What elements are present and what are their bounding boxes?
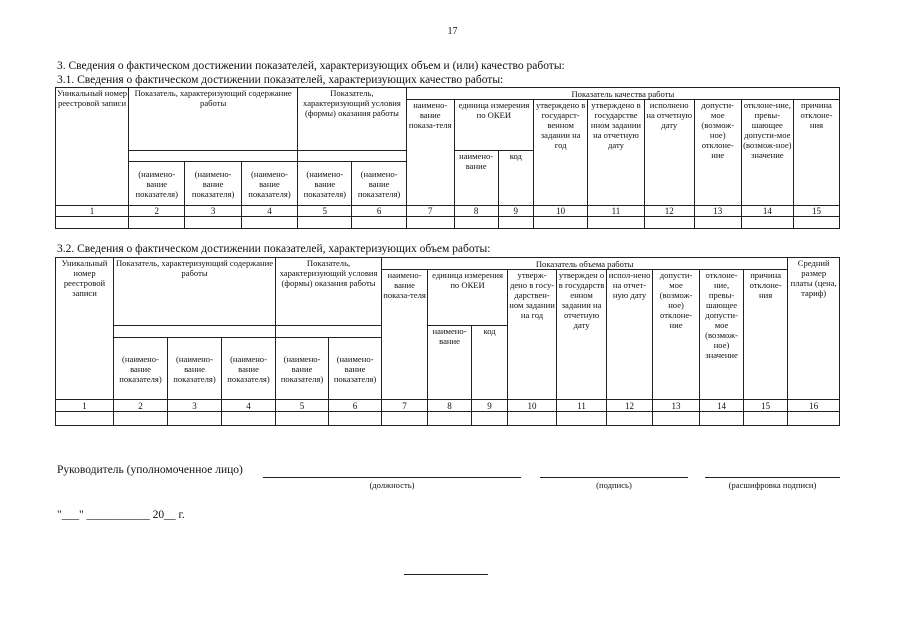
table-cell xyxy=(741,217,793,229)
col-num: 7 xyxy=(406,206,454,217)
header-unit-name: наимено-вание xyxy=(428,326,472,400)
col-num: 2 xyxy=(129,206,185,217)
table-cell xyxy=(222,412,276,426)
header-excess-deviation: отклоне-ние, превы-шающее допусти-мое (возмож-ное) значение xyxy=(741,100,793,206)
table-row xyxy=(56,412,840,426)
signature-label: Руководитель (уполномоченное лицо) xyxy=(57,464,243,476)
col-num: 8 xyxy=(454,206,498,217)
col-num: 15 xyxy=(793,206,839,217)
header-volume-group: Показатель объема работы xyxy=(382,258,788,270)
section-3-2-title: 3.2. Сведения о фактическом достижении показателей, характеризующих объем работы: xyxy=(57,243,491,255)
table-cell xyxy=(788,412,840,426)
header-param: (наимено-вание показателя) xyxy=(298,162,352,206)
decode-caption: (расшифровка подписи) xyxy=(728,480,817,490)
header-excess-deviation: отклоне-ние, превы-шающее допусти-мое (возмож-ное) значение xyxy=(700,270,744,400)
col-num: 3 xyxy=(168,400,222,412)
header-param: (наимено-вание показателя) xyxy=(241,162,297,206)
table-cell xyxy=(454,217,498,229)
header-indicator-name: наимено-вание показа-теля xyxy=(382,270,428,400)
header-content-blank xyxy=(129,151,298,162)
table-cell xyxy=(793,217,839,229)
signature-caption: (подпись) xyxy=(596,480,632,490)
footer-separator xyxy=(404,574,488,575)
table-row xyxy=(56,217,840,229)
table-cell xyxy=(352,217,406,229)
table-cell xyxy=(644,217,694,229)
col-num: 14 xyxy=(700,400,744,412)
table-cell xyxy=(114,412,168,426)
header-param: (наимено-вание показателя) xyxy=(185,162,241,206)
header-param: (наимено-вание показателя) xyxy=(222,338,276,400)
header-quality-group: Показатель качества работы xyxy=(406,88,839,100)
header-content-blank xyxy=(114,326,276,338)
section-3-title: 3. Сведения о фактическом достижении показателей, характеризующих объем и (или) качество работы: xyxy=(57,60,565,72)
table-cell xyxy=(498,217,533,229)
col-num: 8 xyxy=(428,400,472,412)
header-param: (наимено-вание показателя) xyxy=(168,338,222,400)
table-cell xyxy=(588,217,644,229)
signature-line xyxy=(540,477,688,478)
table-cell xyxy=(241,217,297,229)
table-cell xyxy=(168,412,222,426)
header-unique-record: Уникальный номер реестровой записи xyxy=(56,88,129,206)
col-num: 5 xyxy=(298,206,352,217)
table-cell xyxy=(508,412,557,426)
header-approved-date: утверждено в государстве нном задании на отчетную дату xyxy=(588,100,644,206)
table-cell xyxy=(406,217,454,229)
header-conditions-blank xyxy=(298,151,407,162)
table-cell xyxy=(56,217,129,229)
header-content-indicator: Показатель, характеризующий содержание работы xyxy=(114,258,276,326)
table-cell xyxy=(700,412,744,426)
position-line xyxy=(263,477,521,478)
col-num: 2 xyxy=(114,400,168,412)
col-num: 6 xyxy=(352,206,406,217)
col-num: 4 xyxy=(222,400,276,412)
col-num: 13 xyxy=(694,206,741,217)
col-num: 4 xyxy=(241,206,297,217)
table-cell xyxy=(382,412,428,426)
table-cell xyxy=(129,217,185,229)
header-param: (наимено-вание показателя) xyxy=(114,338,168,400)
header-indicator-name: наимено-вание показа-теля xyxy=(406,100,454,206)
header-conditions-blank xyxy=(276,326,382,338)
table-cell xyxy=(557,412,607,426)
col-num: 14 xyxy=(741,206,793,217)
header-param: (наимено-вание показателя) xyxy=(352,162,406,206)
header-conditions-indicator: Показатель, характеризующий условия (формы) оказания работы xyxy=(298,88,407,151)
quality-indicators-table xyxy=(55,87,840,229)
col-num: 1 xyxy=(56,206,129,217)
volume-indicators-table xyxy=(55,257,840,426)
decode-line xyxy=(705,477,840,478)
table-cell xyxy=(428,412,472,426)
col-num: 12 xyxy=(607,400,653,412)
col-num: 3 xyxy=(185,206,241,217)
table-cell xyxy=(56,412,114,426)
table-cell xyxy=(276,412,329,426)
table-cell xyxy=(744,412,788,426)
col-num: 10 xyxy=(534,206,588,217)
header-approved-year: утверждено в государст-венном задании на год xyxy=(534,100,588,206)
header-param: (наимено-вание показателя) xyxy=(129,162,185,206)
col-num: 11 xyxy=(557,400,607,412)
table-cell xyxy=(329,412,382,426)
col-num: 9 xyxy=(498,206,533,217)
header-average-payment: Средний размер платы (цена, тариф) xyxy=(788,258,840,400)
header-allowed-deviation: допусти-мое (возмож-ное) отклоне-ние xyxy=(653,270,700,400)
header-param: (наимено-вание показателя) xyxy=(329,338,382,400)
section-3-1-title: 3.1. Сведения о фактическом достижении показателей, характеризующих качество работы: xyxy=(57,74,504,86)
col-num: 15 xyxy=(744,400,788,412)
header-deviation-reason: причина отклоне-ния xyxy=(744,270,788,400)
header-unique-record: Уникальный номер реестровой записи xyxy=(56,258,114,400)
header-unit-name: наимено-вание xyxy=(454,151,498,206)
col-num: 5 xyxy=(276,400,329,412)
table-cell xyxy=(653,412,700,426)
table-cell xyxy=(298,217,352,229)
header-conditions-indicator: Показатель, характеризующий условия (формы) оказания работы xyxy=(276,258,382,326)
header-param: (наимено-вание показателя) xyxy=(276,338,329,400)
table-cell xyxy=(472,412,508,426)
header-unit: единица измерения по ОКЕИ xyxy=(454,100,533,151)
position-caption: (должность) xyxy=(369,480,415,490)
column-numbers-row xyxy=(56,400,840,412)
col-num: 16 xyxy=(788,400,840,412)
header-approved-year: утверж-дено в госу-дарствен-ном задании на год xyxy=(508,270,557,400)
col-num: 13 xyxy=(653,400,700,412)
table-cell xyxy=(607,412,653,426)
header-unit-code: код xyxy=(498,151,533,206)
header-executed: испол-нено на отчет-ную дату xyxy=(607,270,653,400)
header-approved-date: утвержден о в государств енном задании на отчетную дату xyxy=(557,270,607,400)
header-executed: исполнено на отчетную дату xyxy=(644,100,694,206)
table-cell xyxy=(534,217,588,229)
col-num: 1 xyxy=(56,400,114,412)
column-numbers-row xyxy=(56,206,840,217)
table-cell xyxy=(694,217,741,229)
col-num: 9 xyxy=(472,400,508,412)
col-num: 11 xyxy=(588,206,644,217)
col-num: 12 xyxy=(644,206,694,217)
date-field: "___" ___________ 20__ г. xyxy=(57,509,185,521)
col-num: 7 xyxy=(382,400,428,412)
header-unit: единица измерения по ОКЕИ xyxy=(428,270,508,326)
header-content-indicator: Показатель, характеризующий содержание работы xyxy=(129,88,298,151)
header-unit-code: код xyxy=(472,326,508,400)
header-deviation-reason: причина отклоне-ния xyxy=(793,100,839,206)
page-number: 17 xyxy=(447,26,458,37)
col-num: 6 xyxy=(329,400,382,412)
header-allowed-deviation: допусти-мое (возмож-ное) отклоне-ние xyxy=(694,100,741,206)
table-cell xyxy=(185,217,241,229)
col-num: 10 xyxy=(508,400,557,412)
